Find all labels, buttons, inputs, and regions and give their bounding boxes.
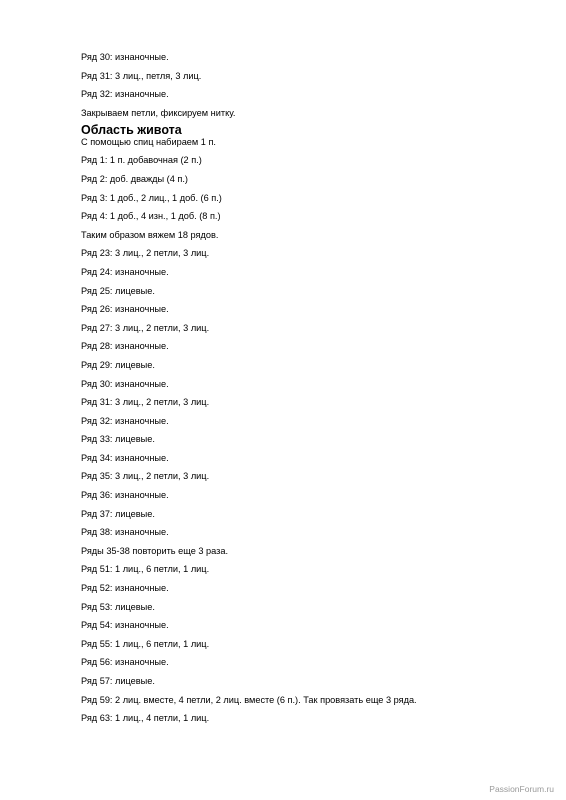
text-line: Ряд 55: 1 лиц., 6 петли, 1 лиц.	[81, 638, 210, 649]
text-line: Ряд 35: 3 лиц., 2 петли, 3 лиц.	[81, 471, 210, 482]
text-line: Ряд 30: изнаночные.	[81, 52, 169, 62]
text-line: Ряд 59: 2 лиц. вместе, 4 петли, 2 лиц. вместе (6 п.). Так провязать еще 3 ряда.	[81, 694, 417, 705]
text-line: Ряд 38: изнаночные.	[81, 527, 169, 538]
text-line: Ряд 37: лицевые.	[81, 508, 155, 519]
text-line: Ряд 23: 3 лиц., 2 петли, 3 лиц.	[81, 248, 210, 259]
text-line: Ряд 31: 3 лиц., 2 петли, 3 лиц.	[81, 397, 210, 408]
section-intro: С помощью спиц набираем 1 п.	[81, 136, 216, 147]
text-line: Ряды 35-38 повторить еще 3 раза.	[81, 545, 229, 556]
text-line: Ряд 27: 3 лиц., 2 петли, 3 лиц.	[81, 322, 210, 333]
text-line: Ряд 3: 1 доб., 2 лиц., 1 доб. (6 п.)	[81, 192, 222, 203]
text-line: Ряд 30: изнаночные.	[81, 378, 169, 389]
text-line: Ряд 33: лицевые.	[81, 434, 155, 445]
text-line: Ряд 28: изнаночные.	[81, 341, 169, 352]
text-line: Ряд 2: доб. дважды (4 п.)	[81, 173, 188, 184]
text-line: Ряд 26: изнаночные.	[81, 304, 169, 315]
text-line: Ряд 56: изнаночные.	[81, 657, 169, 668]
text-line: Закрываем петли, фиксируем нитку.	[81, 107, 236, 118]
text-line: Ряд 54: изнаночные.	[81, 620, 169, 631]
text-line: Ряд 32: изнаночные.	[81, 89, 169, 100]
document-content	[81, 52, 541, 732]
text-line: Ряд 25: лицевые.	[81, 285, 155, 296]
text-line: Ряд 24: изнаночные.	[81, 266, 169, 277]
text-line: Ряд 57: лицевые.	[81, 676, 155, 686]
text-line: Таким образом вяжем 18 рядов.	[81, 229, 219, 240]
text-line: Ряд 34: изнаночные.	[81, 452, 169, 463]
section-heading: Область живота	[81, 122, 182, 137]
text-line: Ряд 53: лицевые.	[81, 601, 155, 612]
text-line: Ряд 1: 1 п. добавочная (2 п.)	[81, 155, 202, 166]
text-line: Ряд 36: изнаночные.	[81, 490, 169, 501]
site-watermark: PassionForum.ru	[489, 784, 554, 794]
text-line: Ряд 32: изнаночные.	[81, 415, 169, 426]
text-line: Ряд 63: 1 лиц., 4 петли, 1 лиц.	[81, 713, 210, 724]
text-line: Ряд 51: 1 лиц., 6 петли, 1 лиц.	[81, 564, 210, 575]
text-line: Ряд 4: 1 доб., 4 изн., 1 доб. (8 п.)	[81, 211, 221, 222]
text-line: Ряд 31: 3 лиц., петля, 3 лиц.	[81, 70, 202, 81]
text-line: Ряд 29: лицевые.	[81, 359, 155, 370]
text-line: Ряд 52: изнаночные.	[81, 583, 169, 594]
